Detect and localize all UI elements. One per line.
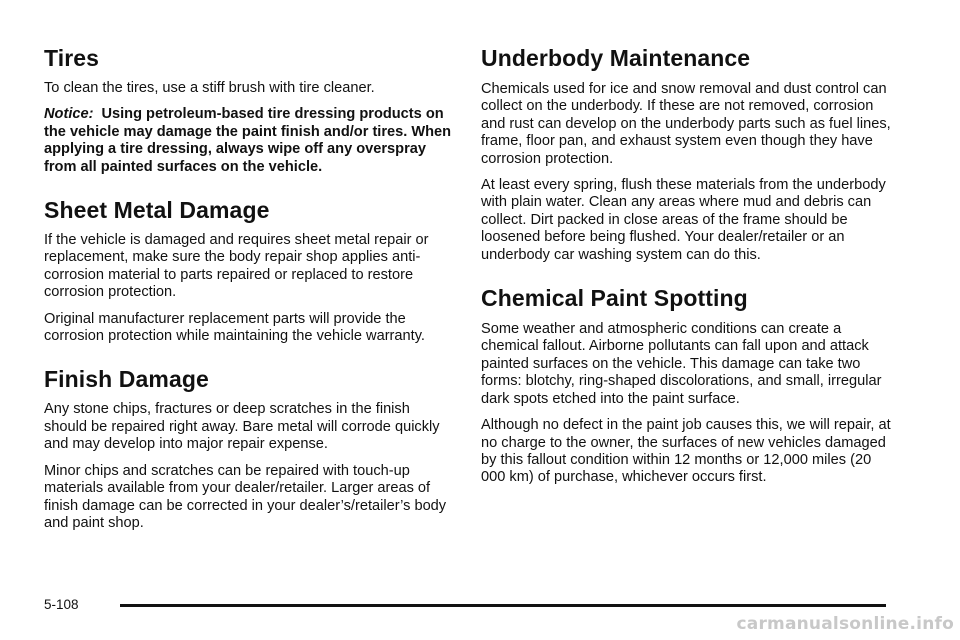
notice-label: Notice: xyxy=(44,106,94,123)
page-number: 5-108 xyxy=(44,597,79,612)
section-underbody-maintenance xyxy=(481,44,893,264)
finish-damage-paragraph-1: Any stone chips, fractures or deep scratches in the finish should be repaired right away. Bare metal will corrode quickly and may develop into major repair expense. xyxy=(44,401,440,453)
heading-chemical-paint-spotting: Chemical Paint Spotting xyxy=(481,285,748,312)
tires-notice xyxy=(44,106,454,176)
heading-tires: Tires xyxy=(44,45,100,71)
watermark: carmanualsonline.info xyxy=(736,614,954,634)
heading-underbody-maintenance: Underbody Maintenance xyxy=(481,45,751,71)
underbody-paragraph-1: Chemicals used for ice and snow removal and dust control can collect on the underbody. If these are not removed, corrosion and rust can develop on the underbody parts such as fuel lines, frame, floor pan, and exhaust system even though they have corrosion protection. xyxy=(481,81,891,167)
finish-damage-paragraph-2: Minor chips and scratches can be repaired with touch-up materials available from your dealer/retailer. Larger areas of finish damage can be corrected in your dealer’s/retailer’s body and paint shop. xyxy=(44,462,447,531)
section-finish-damage xyxy=(44,365,454,532)
underbody-paragraph-2: At least every spring, flush these materials from the underbody with plain water. Clean any areas where mud and debris can collect. Dirt packed in close areas of the frame should be loosened before being flushed. Your dealer/retailer or an underbody car washing system can do this. xyxy=(481,177,886,263)
heading-finish-damage: Finish Damage xyxy=(44,366,209,393)
left-column xyxy=(44,44,454,532)
sheet-metal-paragraph-2: Original manufacturer replacement parts will provide the corrosion protection while maintaining the vehicle warranty. xyxy=(44,310,425,345)
tires-paragraph: To clean the tires, use a stiff brush with tire cleaner. xyxy=(44,80,375,96)
right-column xyxy=(481,44,893,487)
chemical-paint-paragraph-1: Some weather and atmospheric conditions can create a chemical fallout. Airborne pollutants can fall upon and attack painted surfaces on the vehicle. This damage can take two forms: blotchy, ring-shaped discolorations, and small, irregular dark spots etched into the paint surface. xyxy=(481,321,882,407)
heading-sheet-metal-damage: Sheet Metal Damage xyxy=(44,197,270,224)
sheet-metal-paragraph-1: If the vehicle is damaged and requires sheet metal repair or replacement, make sure the body repair shop applies anti-corrosion material to parts repaired or replaced to restore corrosion protection. xyxy=(44,232,429,301)
chemical-paint-paragraph-2: Although no defect in the paint job causes this, we will repair, at no charge to the owner, the surfaces of new vehicles damaged by this fallout condition within 12 months or 12,000 miles (20 000 km) of purchase, whichever occurs first. xyxy=(481,417,891,486)
section-tires xyxy=(44,44,454,176)
footer-rule xyxy=(120,604,886,607)
section-chemical-paint-spotting xyxy=(481,284,893,487)
notice-text: Using petroleum-based tire dressing products on the vehicle may damage the paint finish and/or tires. When applying a tire dressing, always wipe off any overspray from all painted surfaces on the vehicle. xyxy=(44,106,452,175)
section-sheet-metal-damage xyxy=(44,196,454,345)
